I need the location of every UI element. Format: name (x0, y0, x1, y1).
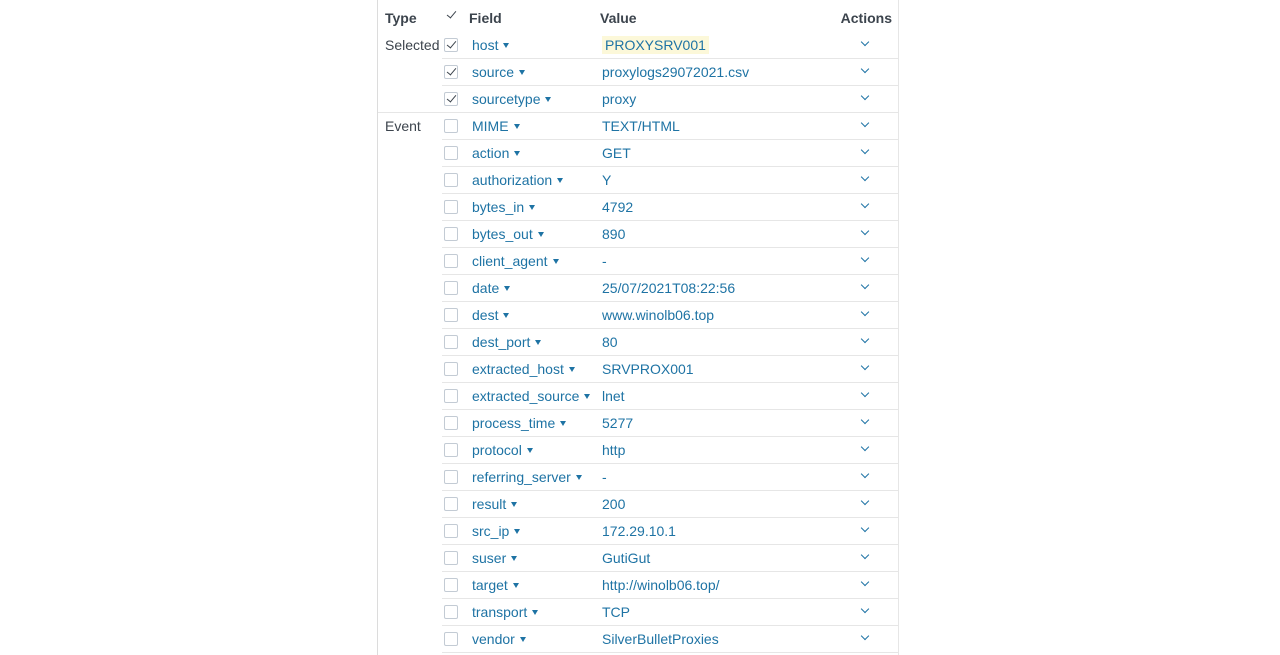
chevron-down-icon[interactable] (860, 418, 870, 426)
caret-down-icon (514, 124, 520, 129)
chevron-down-icon[interactable] (860, 121, 870, 129)
field-value[interactable]: www.winolb06.top (602, 307, 715, 323)
caret-down-icon (553, 259, 559, 264)
table-row (378, 302, 898, 329)
field-value[interactable]: TCP (602, 604, 630, 620)
chevron-down-icon[interactable] (860, 40, 870, 48)
field-name-label: extracted_host (472, 361, 564, 377)
caret-down-icon (503, 43, 509, 48)
table-row (378, 86, 898, 113)
field-value[interactable]: proxylogs29072021.csv (602, 64, 750, 80)
field-name-link[interactable] (472, 199, 535, 215)
field-name-link[interactable] (472, 550, 517, 566)
field-name-label: authorization (472, 172, 553, 188)
table-row (378, 599, 898, 626)
field-value[interactable]: GET (602, 145, 631, 161)
table-row (378, 32, 898, 59)
caret-down-icon (557, 178, 563, 183)
field-value[interactable]: - (602, 469, 607, 485)
field-name-label: dest_port (472, 334, 531, 350)
chevron-down-icon[interactable] (860, 310, 870, 318)
field-select-checkbox[interactable] (444, 119, 458, 133)
field-name-label: target (472, 577, 508, 593)
select-all-checkbox[interactable] (444, 8, 458, 22)
chevron-down-icon[interactable] (860, 472, 870, 480)
field-name-link[interactable] (472, 523, 520, 539)
chevron-down-icon[interactable] (860, 553, 870, 561)
table-row (378, 518, 898, 545)
field-value[interactable]: - (602, 253, 607, 269)
caret-down-icon (538, 232, 544, 237)
field-name-link[interactable] (472, 118, 520, 134)
field-name-link[interactable] (472, 253, 559, 269)
caret-down-icon (503, 313, 509, 318)
chevron-down-icon[interactable] (860, 202, 870, 210)
field-name-label: suser (472, 550, 507, 566)
column-header-actions: Actions (840, 10, 892, 26)
field-select-checkbox[interactable] (444, 335, 458, 349)
chevron-down-icon[interactable] (860, 337, 870, 345)
caret-down-icon (532, 610, 538, 615)
field-value[interactable]: 200 (602, 496, 626, 512)
table-row (378, 329, 898, 356)
field-value[interactable]: SRVPROX001 (602, 361, 694, 377)
field-select-checkbox[interactable] (444, 254, 458, 268)
field-value[interactable]: 80 (602, 334, 618, 350)
table-row (378, 356, 898, 383)
field-select-checkbox[interactable] (444, 389, 458, 403)
field-name-label: protocol (472, 442, 522, 458)
field-name-link[interactable] (472, 64, 525, 80)
field-name-link[interactable] (472, 388, 590, 404)
table-row (378, 221, 898, 248)
chevron-down-icon[interactable] (860, 148, 870, 156)
field-select-checkbox[interactable] (444, 173, 458, 187)
field-name-label: extracted_source (472, 388, 580, 404)
chevron-down-icon[interactable] (860, 67, 870, 75)
field-name-label: src_ip (472, 523, 510, 539)
field-name-label: vendor (472, 631, 515, 647)
field-select-checkbox[interactable] (444, 632, 458, 646)
field-name-link[interactable] (472, 280, 510, 296)
field-name-link[interactable] (472, 604, 538, 620)
field-name-label: dest (472, 307, 499, 323)
caret-down-icon (535, 340, 541, 345)
field-name-link[interactable] (472, 469, 582, 485)
field-select-checkbox[interactable] (444, 470, 458, 484)
chevron-down-icon[interactable] (860, 391, 870, 399)
event-fields-table (377, 0, 899, 655)
field-value[interactable]: lnet (602, 388, 625, 404)
column-header-value: Value (600, 10, 637, 26)
field-select-checkbox[interactable] (444, 578, 458, 592)
field-name-label: result (472, 496, 507, 512)
row-divider (442, 652, 898, 653)
table-row (378, 383, 898, 410)
field-name-label: transport (472, 604, 528, 620)
chevron-down-icon[interactable] (860, 175, 870, 183)
field-value[interactable]: http://winolb06.top/ (602, 577, 720, 593)
column-header-field: Field (469, 10, 502, 26)
chevron-down-icon[interactable] (860, 256, 870, 264)
field-select-checkbox[interactable] (444, 200, 458, 214)
field-name-link[interactable] (472, 226, 544, 242)
chevron-down-icon[interactable] (860, 580, 870, 588)
table-row (378, 59, 898, 86)
field-value[interactable]: TEXT/HTML (602, 118, 680, 134)
field-name-link[interactable] (472, 307, 509, 323)
field-name-link[interactable] (472, 361, 575, 377)
table-row (378, 491, 898, 518)
field-value[interactable]: Y (602, 172, 612, 188)
caret-down-icon (504, 286, 510, 291)
field-value[interactable]: 890 (602, 226, 626, 242)
field-value[interactable]: 25/07/2021T08:22:56 (602, 280, 736, 296)
caret-down-icon (527, 448, 533, 453)
caret-down-icon (519, 70, 525, 75)
chevron-down-icon[interactable] (860, 634, 870, 642)
field-name-link[interactable] (472, 415, 566, 431)
caret-down-icon (584, 394, 590, 399)
table-row (378, 167, 898, 194)
table-row (378, 248, 898, 275)
field-value[interactable]: GutiGut (602, 550, 651, 566)
field-name-link[interactable] (472, 496, 517, 512)
table-row (378, 410, 898, 437)
caret-down-icon (576, 475, 582, 480)
field-select-checkbox[interactable] (444, 551, 458, 565)
chevron-down-icon[interactable] (860, 94, 870, 102)
field-select-checkbox[interactable] (444, 416, 458, 430)
chevron-down-icon[interactable] (860, 445, 870, 453)
type-label: Event (385, 118, 421, 134)
field-select-checkbox[interactable] (444, 308, 458, 322)
table-row (378, 626, 898, 653)
field-value[interactable]: PROXYSRV001 (602, 36, 709, 54)
caret-down-icon (560, 421, 566, 426)
field-select-checkbox[interactable] (444, 227, 458, 241)
type-label: Selected (385, 37, 440, 53)
caret-down-icon (514, 529, 520, 534)
chevron-down-icon[interactable] (860, 607, 870, 615)
field-name-link[interactable] (472, 442, 533, 458)
caret-down-icon (511, 556, 517, 561)
table-row (378, 464, 898, 491)
field-value[interactable]: SilverBulletProxies (602, 631, 719, 647)
table-row (378, 275, 898, 302)
field-name-label: MIME (472, 118, 509, 134)
table-row (378, 437, 898, 464)
field-name-label: source (472, 64, 515, 80)
field-select-checkbox[interactable] (444, 443, 458, 457)
field-name-link[interactable] (472, 334, 541, 350)
field-select-checkbox[interactable] (444, 524, 458, 538)
field-select-checkbox[interactable] (444, 605, 458, 619)
field-value[interactable]: 4792 (602, 199, 634, 215)
field-select-checkbox[interactable] (444, 497, 458, 511)
column-header-type: Type (385, 10, 417, 26)
field-select-checkbox[interactable] (444, 281, 458, 295)
field-name-link[interactable] (472, 172, 563, 188)
table-row (378, 113, 898, 140)
chevron-down-icon[interactable] (860, 526, 870, 534)
field-select-checkbox[interactable] (444, 362, 458, 376)
caret-down-icon (529, 205, 535, 210)
chevron-down-icon[interactable] (860, 499, 870, 507)
field-name-link[interactable] (472, 145, 520, 161)
field-name-link[interactable] (472, 577, 519, 593)
field-name-label: process_time (472, 415, 556, 431)
caret-down-icon (569, 367, 575, 372)
field-value[interactable]: 5277 (602, 415, 634, 431)
chevron-down-icon[interactable] (860, 229, 870, 237)
field-name-label: bytes_out (472, 226, 533, 242)
caret-down-icon (511, 502, 517, 507)
table-row (378, 545, 898, 572)
table-row (378, 572, 898, 599)
field-select-checkbox[interactable] (444, 92, 458, 106)
field-value[interactable]: proxy (602, 91, 637, 107)
chevron-down-icon[interactable] (860, 364, 870, 372)
field-name-label: bytes_in (472, 199, 525, 215)
field-select-checkbox[interactable] (444, 38, 458, 52)
field-value[interactable]: http (602, 442, 626, 458)
field-value[interactable]: 172.29.10.1 (602, 523, 676, 539)
field-select-checkbox[interactable] (444, 146, 458, 160)
table-row (378, 194, 898, 221)
table-header (378, 0, 898, 32)
field-name-link[interactable] (472, 631, 526, 647)
field-name-link[interactable] (472, 91, 551, 107)
field-name-label: referring_server (472, 469, 571, 485)
field-name-label: sourcetype (472, 91, 541, 107)
caret-down-icon (513, 583, 519, 588)
field-name-label: date (472, 280, 500, 296)
field-name-label: host (472, 37, 499, 53)
caret-down-icon (520, 637, 526, 642)
field-select-checkbox[interactable] (444, 65, 458, 79)
table-row (378, 140, 898, 167)
chevron-down-icon[interactable] (860, 283, 870, 291)
caret-down-icon (514, 151, 520, 156)
field-name-link[interactable] (472, 37, 509, 53)
field-name-label: action (472, 145, 510, 161)
caret-down-icon (545, 97, 551, 102)
field-name-label: client_agent (472, 253, 548, 269)
